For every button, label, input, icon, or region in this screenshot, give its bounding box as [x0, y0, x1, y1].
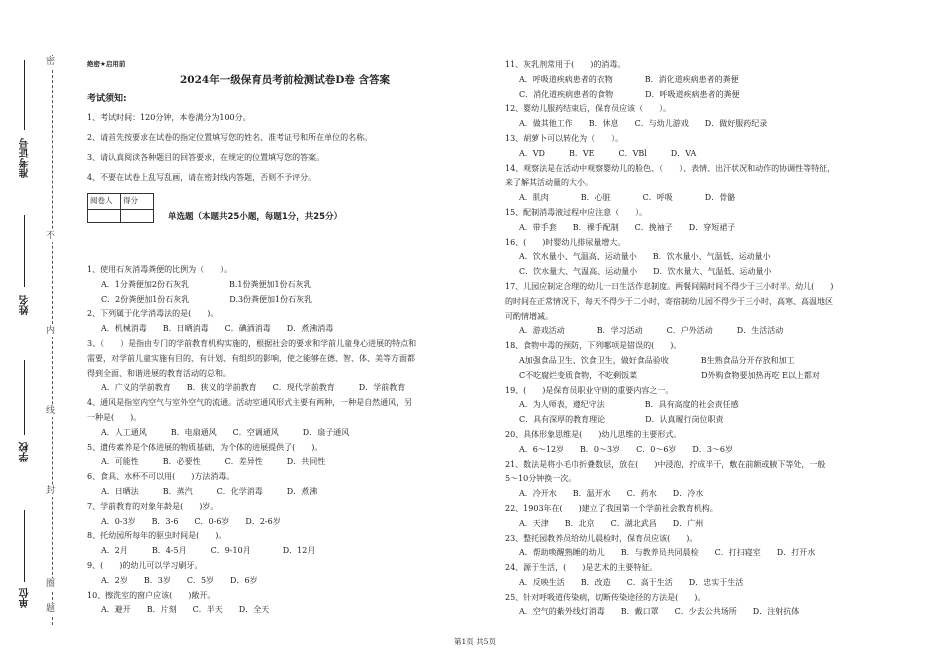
answer-options: A．肌肉 B．心脏 C．呼吸 D．骨骼 [519, 193, 736, 203]
left-column [87, 58, 487, 615]
school-label: 学校 [20, 442, 31, 462]
answer-options: C．饮水量大、气温高、运动量小 D．饮水量大、气温低、运动量小 [519, 267, 772, 277]
seal-mark: 不 [46, 231, 56, 241]
answer-options: A．0-3岁 B．3-6 C．0-6岁 D．2-6岁 [101, 516, 281, 526]
answer-options: A．做其他工作 B．休息 C．与幼儿游戏 D．做好服药纪录 [519, 119, 768, 129]
question-text: 需要，对学前儿童实施有目的、有计划、有组织的影响，使之能够在德、智、体、美等方面都 [87, 353, 415, 363]
reviewer-input-cell[interactable] [88, 209, 121, 222]
answer-options: C．消化道疾病患者的食物 D．呼吸道疾病患者的粪便 [519, 89, 740, 99]
answer-options: A加强食品卫生、饮食卫生，做好食品验收 B生熟食品分开存放和加工 [519, 355, 795, 365]
question-text: 24、源于生活，( )是艺术的主要特征。 [505, 563, 658, 573]
question-text: 19、( )是保育员职业守则的重要内容之一。 [505, 385, 674, 395]
question-text: 25、针对呼吸道传染病，切断传染途径的方法是( )。 [505, 592, 706, 602]
seal-mark: 封 [46, 486, 56, 496]
notice-item: 2、请首先按要求在试卷的指定位置填写您的姓名、准考证号和所在单位的名称。 [87, 133, 373, 142]
school-line [24, 360, 25, 435]
exam-id-line [24, 60, 25, 130]
score-cell: 得分 [121, 194, 154, 210]
answer-options: A．帮助唤醒熟睡的幼儿 B．与教养员共同晨检 C．打扫寝室 D．打开水 [519, 548, 816, 558]
section-title: 单选题（本题共25小题，每题1分，共25分） [168, 212, 343, 222]
answer-options: A．机械消毒 B．日晒消毒 C．碘酒消毒 D．煮沸消毒 [101, 324, 334, 334]
answer-options: A．天津 B．北京 C．湖北武昌 D．广州 [519, 518, 704, 528]
name-label: 姓名 [20, 295, 31, 315]
answer-options: A．带手套 B．裸手配制 C．挽袖子 D．穿短裙子 [519, 222, 736, 232]
reviewer-cell: 阅卷人 [88, 194, 121, 210]
answer-options: A．可能性 B．必要性 C．差异性 D．共同性 [101, 457, 326, 467]
question-text: 可酌情增减。 [505, 311, 553, 321]
answer-options: A．VD B．VE C．VBl D．VA [519, 148, 697, 158]
question-text: 13、胡萝卜可以转化为（ ）。 [505, 133, 624, 143]
question-text: 10、擦洗室的窗户应该( )敞开。 [87, 590, 216, 600]
question-text: 12、婴幼儿服药结束后，保育员应该（ ）。 [505, 104, 672, 114]
answer-options: A．为人师表，遵纪守法 B．具有高度的社会责任感 [519, 400, 739, 410]
question-text: 20、具体形象思维是( )幼儿思维的主要形式。 [505, 429, 682, 439]
name-line [24, 215, 25, 287]
question-text: 15、配制消毒液过程中应注意（ ）。 [505, 207, 648, 217]
notice-heading: 考试须知: [87, 94, 127, 104]
answer-options: A．2月 B．4-5月 C．9-10月 D．12月 [101, 546, 316, 556]
seal-mark: 题 [46, 604, 56, 614]
answer-options: A．1分粪便加2份石灰乳 B.1份粪便加1份石灰乳 [101, 279, 312, 289]
answer-options: A．人工通风 B．电扇通风 C．空调通风 D．扇子通风 [101, 427, 350, 437]
notice-item: 1、考试时间：120分钟，本卷满分为100分。 [87, 113, 251, 122]
answer-options: A．空气的紫外线灯消毒 B．戴口罩 C．少去公共场所 D．注射抗体 [519, 607, 800, 617]
unit-line [24, 510, 25, 582]
score-input-cell[interactable] [121, 209, 154, 222]
answer-options: A．6～12岁 B．0～3岁 C．0～6岁 D．3～6岁 [519, 444, 733, 454]
question-text: 5～10分钟换一次。 [505, 474, 577, 484]
seal-mark: 内 [46, 326, 56, 336]
answer-options: C．2份粪便加1份石灰乳 D.3份粪便加1份石灰乳 [101, 294, 313, 304]
seal-mark: 密 [46, 57, 56, 67]
seal-mark: 线 [46, 406, 56, 416]
question-list-left [87, 263, 487, 618]
question-text: 23、整托园教养员给幼儿晨检时，保育员应该( )。 [505, 533, 698, 543]
question-text: 9、( )的幼儿可以学习刷牙。 [87, 560, 203, 570]
answer-options: A．游戏活动 B．学习活动 C．户外活动 D．生活活动 [519, 326, 784, 336]
question-text: 22、1903年在( )建立了我国第一个学前社会教育机构。 [505, 503, 718, 513]
answer-options: C不吃腐烂变质食物，不吃剩饭菜 D外购食物要加热再吃 E以上都对 [519, 370, 820, 380]
score-box [87, 193, 154, 223]
question-text: 的时间在正常情况下，每天不得少于二小时，寄宿制幼儿园不得少于三小时，高寒、高温地区 [505, 296, 833, 306]
answer-options: A．广义的学前教育 B．狭义的学前教育 C．现代学前教育 D．学前教育 [101, 383, 406, 393]
question-text: 11、灰乳剂常用于( )的消毒。 [505, 60, 626, 69]
seal-mark: 圈 [46, 579, 56, 589]
answer-options: A．冷开水 B．温开水 C．药水 D．冷水 [519, 489, 704, 499]
question-text: 7、学前教育的对象年龄是( )岁。 [87, 501, 219, 511]
answer-options: A．避开 B．片刻 C．半天 D．全天 [101, 605, 270, 615]
answer-options: A．呼吸道疾病患者的衣物 B．消化道疾病患者的粪便 [519, 74, 739, 84]
exam-id-label: 准考证号 [20, 138, 31, 178]
question-text: 4、通风是指室内空气与室外空气的流通。活动室通风形式主要有两种，一种是自然通风，另 [87, 398, 413, 408]
page-title: 2024年一级保育员考前检测试卷D卷 含答案 [180, 74, 390, 86]
seal-margin [0, 0, 70, 671]
question-text: 得到全面、和谐进展的教育活动的总和。 [87, 368, 231, 378]
question-text: 21、数法是将小毛巾折叠数层，放在( )中浸泡，拧成半干，敷在前额或腋下等处，一般 [505, 459, 826, 469]
answer-options: A．日晒法 B．蒸汽 C．化学消毒 D．煮沸 [101, 486, 318, 496]
question-text: 17、儿园应制定合理的幼儿一日生活作息制度。两餐间隔时间不得少于三小时半。幼儿( ) [505, 281, 834, 291]
notice-item: 3、请认真阅读各种题目的回答要求，在规定的位置填写您的答案。 [87, 153, 325, 162]
seal-dashed-line [52, 55, 53, 625]
secret-label: 绝密★启用前 [87, 60, 126, 68]
question-text: 1、使用石灰消毒粪便的比例为（ ）。 [87, 265, 233, 274]
notice-item: 4、不要在试卷上乱写乱画，请在密封线内答题，否则不予评分。 [87, 173, 317, 182]
answer-options: A．饮水量小、气温高、运动量小 B．饮水量小、气温低、运动量小 [519, 252, 771, 262]
page-footer: 第1页 共5页 [454, 637, 496, 646]
question-text: 5、遗传素养是个体进展的物质基础，为个体的进展提供了( )。 [87, 442, 323, 452]
question-text: 一种是( )。 [87, 412, 142, 422]
question-text: 8、托幼园所每年的驱虫时间是( )。 [87, 531, 227, 541]
question-text: 2、下列属于化学消毒法的是( )。 [87, 309, 219, 319]
answer-options: C．具有深厚的教育理论 D．认真履行岗位职责 [519, 415, 724, 425]
question-text: 6、食具、水杯不可以用( )方法消毒。 [87, 472, 235, 482]
question-text: 来了解其活动量的大小。 [505, 178, 593, 188]
question-text: 18、食物中毒的预防，下列哪项是错误的( )。 [505, 341, 682, 351]
question-text: 16、( )时婴幼儿排尿量增大。 [505, 237, 626, 247]
question-list-right [505, 58, 915, 620]
answer-options: A．2岁 B．3岁 C．5岁 D．6岁 [101, 575, 258, 585]
unit-label: 单位 [20, 588, 31, 608]
question-text: 14、观察法是在活动中观察婴幼儿的脸色、（ ）、表情、出汗状况和动作的协调性等特征， [505, 163, 836, 173]
question-text: 3、（ ）是指由专门的学前教育机构实施的，根据社会的要求和学前儿童身心进展的特点和 [87, 338, 417, 348]
answer-options: A．反映生活 B．改造 C．高于生活 D．忠实于生活 [519, 577, 744, 587]
